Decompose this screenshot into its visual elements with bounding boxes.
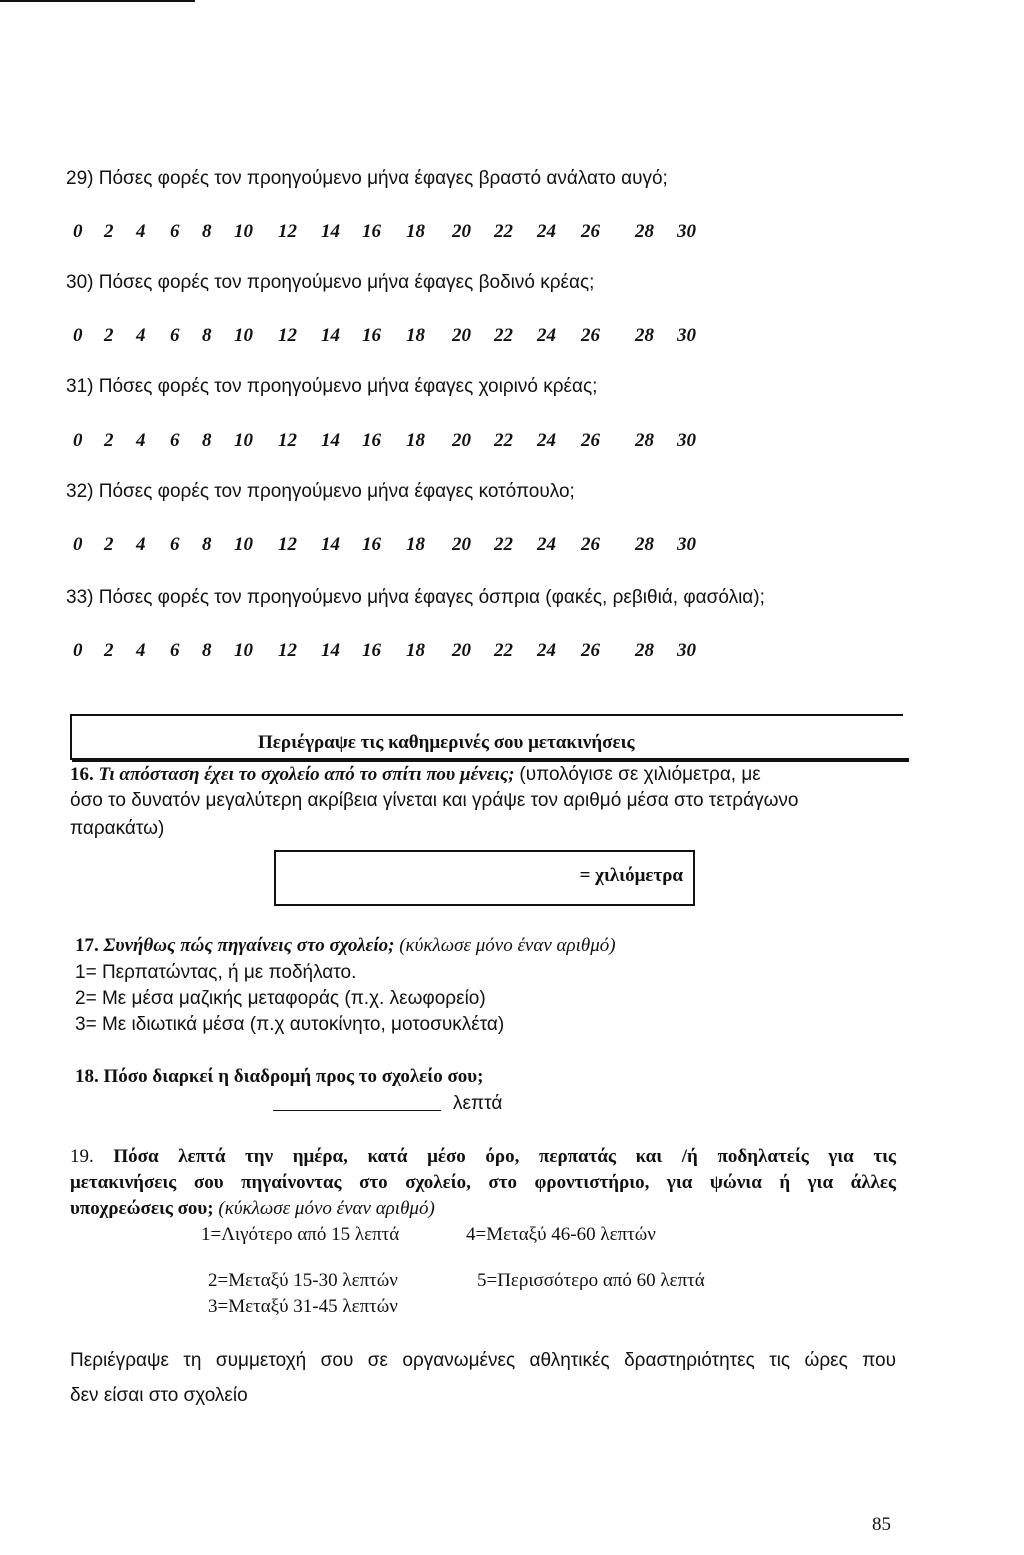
scale-value-4[interactable]: 4 [136,430,146,451]
scale-value-14[interactable]: 14 [321,221,340,242]
q19-line1-text: Πόσα λεπτά την ημέρα, κατά μέσο όρο, περπατάς και /ή ποδηλατείς για τις [113,1146,897,1167]
scale-value-18[interactable]: 18 [406,430,425,451]
q19-option-5[interactable]: 5=Περισσότερο από 60 λεπτά [477,1270,705,1291]
scale-value-24[interactable]: 24 [537,221,556,242]
q19-instruction: (κύκλωσε μόνο έναν αριθμό) [218,1198,435,1219]
scale-value-10[interactable]: 10 [234,534,253,555]
q19-option-3[interactable]: 3=Μεταξύ 31-45 λεπτών [208,1296,398,1317]
scale-value-22[interactable]: 22 [494,221,513,242]
scale-value-16[interactable]: 16 [362,430,381,451]
scale-value-12[interactable]: 12 [278,430,297,451]
scale-value-0[interactable]: 0 [73,221,83,242]
q16-question: Τι απόσταση έχει το σχολείο από το σπίτι που μένεις; [98,764,515,785]
scale-value-14[interactable]: 14 [321,534,340,555]
scale-value-8[interactable]: 8 [202,221,212,242]
q18-number: 18. [75,1066,99,1087]
scale-value-24[interactable]: 24 [537,430,556,451]
scale-value-6[interactable]: 6 [170,430,180,451]
scale-value-6[interactable]: 6 [170,640,180,661]
question-17 [75,935,616,957]
scale-value-2[interactable]: 2 [104,221,114,242]
question-18 [75,1066,483,1088]
scale-value-22[interactable]: 22 [494,534,513,555]
question-31: 31) Πόσες φορές τον προηγούμενο μήνα έφαγες χοιρινό κρέας; [66,376,598,397]
q19-option-1[interactable]: 1=Λιγότερο από 15 λεπτά [201,1224,400,1245]
q18-unit: λεπτά [453,1093,503,1114]
scale-value-0[interactable]: 0 [73,534,83,555]
scale-value-14[interactable]: 14 [321,325,340,346]
question-30: 30) Πόσες φορές τον προηγούμενο μήνα έφαγες βοδινό κρέας; [66,272,595,293]
scale-value-6[interactable]: 6 [170,221,180,242]
scale-value-28[interactable]: 28 [635,430,654,451]
scale-value-2[interactable]: 2 [104,534,114,555]
scale-value-28[interactable]: 28 [635,221,654,242]
scale-value-18[interactable]: 18 [406,640,425,661]
scale-value-22[interactable]: 22 [494,640,513,661]
scale-value-12[interactable]: 12 [278,325,297,346]
q19-option-2[interactable]: 2=Μεταξύ 15-30 λεπτών [208,1270,398,1291]
scale-value-28[interactable]: 28 [635,325,654,346]
closing-line2: δεν είσαι στο σχολείο [70,1385,248,1406]
scale-value-24[interactable]: 24 [537,534,556,555]
scale-value-14[interactable]: 14 [321,640,340,661]
km-input-box[interactable] [274,850,695,906]
scale-value-26[interactable]: 26 [581,325,600,346]
scale-value-22[interactable]: 22 [494,430,513,451]
scale-value-10[interactable]: 10 [234,325,253,346]
q16-line2: όσο το δυνατόν μεγαλύτερη ακρίβεια γίνεται και γράψε τον αριθμό μέσα στο τετράγωνο [70,790,799,811]
q17-question: Συνήθως πώς πηγαίνεις στο σχολείο; [103,935,395,956]
closing-line1: Περιέγραψε τη συμμετοχή σου σε οργανωμένες αθλητικές δραστηριότητες τις ώρες που [70,1350,896,1371]
q19-option-4[interactable]: 4=Μεταξύ 46-60 λεπτών [466,1224,656,1245]
scale-value-12[interactable]: 12 [278,221,297,242]
top-rule [0,0,195,2]
scale-value-6[interactable]: 6 [170,325,180,346]
q16-number: 16. [70,764,94,785]
scale-value-30[interactable]: 30 [677,221,696,242]
minutes-answer-line[interactable] [273,1110,441,1111]
scale-value-16[interactable]: 16 [362,534,381,555]
scale-value-0[interactable]: 0 [73,640,83,661]
scale-value-0[interactable]: 0 [73,325,83,346]
scale-value-20[interactable]: 20 [452,640,471,661]
scale-value-10[interactable]: 10 [234,221,253,242]
q17-number: 17. [75,935,99,956]
q19-line3-bold: υποχρεώσεις σου; [70,1198,214,1219]
scale-value-10[interactable]: 10 [234,640,253,661]
scale-value-12[interactable]: 12 [278,534,297,555]
question-32: 32) Πόσες φορές τον προηγούμενο μήνα έφαγες κοτόπουλο; [66,481,575,502]
scale-value-26[interactable]: 26 [581,430,600,451]
section-header [70,714,903,760]
scale-value-30[interactable]: 30 [677,534,696,555]
scale-value-30[interactable]: 30 [677,325,696,346]
scale-value-16[interactable]: 16 [362,221,381,242]
scale-value-4[interactable]: 4 [136,221,146,242]
q19-line2: μετακινήσεις σου πηγαίνοντας στο σχολείο, στο φροντιστήριο, για ψώνια ή για άλλες [70,1172,896,1193]
scale-value-4[interactable]: 4 [136,325,146,346]
scale-value-24[interactable]: 24 [537,325,556,346]
scale-value-18[interactable]: 18 [406,221,425,242]
scale-value-30[interactable]: 30 [677,640,696,661]
scale-value-30[interactable]: 30 [677,430,696,451]
question-19-line1 [70,1146,896,1168]
section-title: Περιέγραψε τις καθημερινές σου μετακινήσεις [258,732,635,753]
q17-instruction: (κύκλωσε μόνο έναν αριθμό) [399,935,616,956]
scale-value-20[interactable]: 20 [452,534,471,555]
question-29: 29) Πόσες φορές τον προηγούμενο μήνα έφαγες βραστό ανάλατο αυγό; [66,168,668,189]
scale-value-20[interactable]: 20 [452,325,471,346]
q17-option-3[interactable]: 3= Με ιδιωτικά μέσα (π.χ αυτοκίνητο, μοτοσυκλέτα) [75,1014,505,1035]
scale-value-16[interactable]: 16 [362,325,381,346]
scale-value-24[interactable]: 24 [537,640,556,661]
scale-value-18[interactable]: 18 [406,325,425,346]
scale-value-22[interactable]: 22 [494,325,513,346]
scale-value-10[interactable]: 10 [234,430,253,451]
scale-value-16[interactable]: 16 [362,640,381,661]
question-33: 33) Πόσες φορές τον προηγούμενο μήνα έφαγες όσπρια (φακές, ρεβιθιά, φασόλια); [66,587,765,608]
scale-value-6[interactable]: 6 [170,534,180,555]
scale-value-26[interactable]: 26 [581,221,600,242]
scale-value-2[interactable]: 2 [104,640,114,661]
scale-value-26[interactable]: 26 [581,640,600,661]
q17-option-2[interactable]: 2= Με μέσα μαζικής μεταφοράς (π.χ. λεωφορείο) [75,988,486,1009]
q18-question: Πόσο διαρκεί η διαδρομή προς το σχολείο σου; [103,1066,484,1087]
scale-value-8[interactable]: 8 [202,534,212,555]
scale-value-0[interactable]: 0 [73,430,83,451]
q16-instruction: (υπολόγισε σε χιλιόμετρα, με [519,764,761,785]
question-19-line3 [70,1198,435,1220]
scale-value-20[interactable]: 20 [452,221,471,242]
scale-value-2[interactable]: 2 [104,325,114,346]
scale-value-28[interactable]: 28 [635,640,654,661]
scale-value-4[interactable]: 4 [136,640,146,661]
section-header-bar [72,758,909,762]
scale-value-12[interactable]: 12 [278,640,297,661]
q17-option-1[interactable]: 1= Περπατώντας, ή με ποδήλατο. [75,962,357,983]
scale-value-20[interactable]: 20 [452,430,471,451]
page-number: 85 [872,1514,891,1535]
scale-value-8[interactable]: 8 [202,640,212,661]
scale-value-14[interactable]: 14 [321,430,340,451]
q16-line3: παρακάτω) [70,818,165,839]
scale-value-8[interactable]: 8 [202,430,212,451]
scale-value-2[interactable]: 2 [104,430,114,451]
scale-value-4[interactable]: 4 [136,534,146,555]
scale-value-26[interactable]: 26 [581,534,600,555]
q19-number: 19. [70,1146,94,1167]
question-16 [70,764,761,786]
km-label: = χιλιόμετρα [579,865,683,886]
scale-value-18[interactable]: 18 [406,534,425,555]
scale-value-28[interactable]: 28 [635,534,654,555]
scale-value-8[interactable]: 8 [202,325,212,346]
